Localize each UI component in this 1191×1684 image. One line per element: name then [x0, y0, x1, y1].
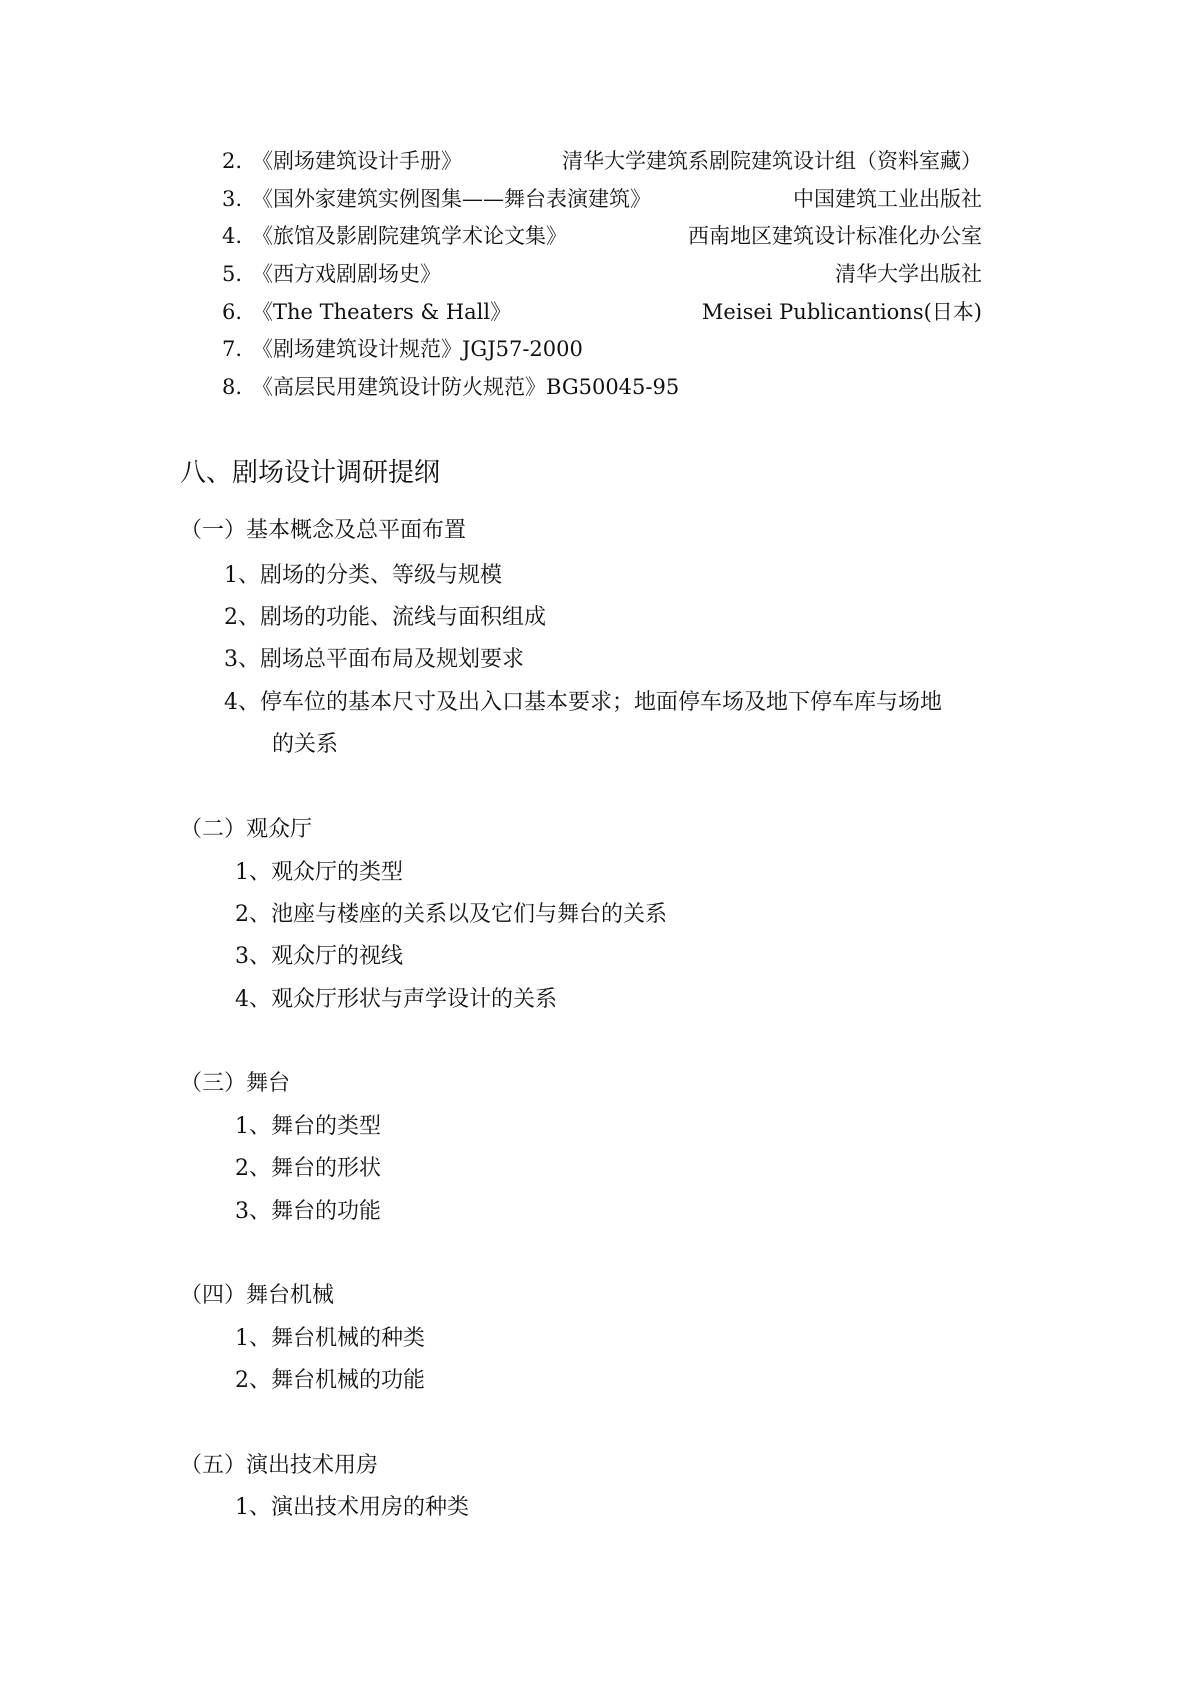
reference-code: JGJ57-2000 [462, 337, 583, 362]
reference-number: 2. [222, 149, 243, 173]
reference-list [222, 146, 982, 410]
subsection-heading: （四）舞台机械 [180, 1283, 335, 1308]
reference-title: 《剧场建筑设计规范》 [252, 337, 462, 362]
reference-title: 《国外家建筑实例图集——舞台表演建筑》 [252, 186, 651, 211]
outline-item: 3、观众厅的视线 [235, 944, 403, 969]
outline-item-continuation: 的关系 [272, 732, 339, 757]
subsection-heading: （一）基本概念及总平面布置 [180, 518, 467, 543]
reference-title: 《高层民用建筑设计防火规范》 [252, 375, 546, 400]
outline-item: 4、停车位的基本尺寸及出入口基本要求；地面停车场及地下停车库与场地 [224, 690, 942, 715]
outline-item: 1、舞台的类型 [235, 1114, 381, 1139]
subsection-heading: （五）演出技术用房 [180, 1453, 379, 1478]
subsection-heading: （三）舞台 [180, 1071, 291, 1096]
reference-title: 《剧场建筑设计手册》 [252, 149, 462, 173]
outline-item: 2、剧场的功能、流线与面积组成 [224, 605, 546, 630]
outline-item: 3、舞台的功能 [235, 1199, 381, 1224]
reference-publisher: Meisei Publicantions(日本) [701, 299, 982, 324]
reference-number: 7. [222, 337, 243, 362]
reference-title: 《The Theaters & Hall》 [252, 299, 512, 324]
outline-item: 1、剧场的分类、等级与规模 [224, 563, 502, 588]
reference-item [222, 334, 982, 372]
reference-title: 《旅馆及影剧院建筑学术论文集》 [252, 224, 567, 249]
reference-item [222, 372, 982, 410]
outline-item: 1、演出技术用房的种类 [235, 1495, 469, 1520]
outline-item: 4、观众厅形状与声学设计的关系 [235, 987, 557, 1012]
reference-item [222, 259, 982, 297]
outline-item: 2、舞台机械的功能 [235, 1368, 425, 1393]
reference-number: 4. [222, 224, 243, 249]
section-title: 八、剧场设计调研提纲 [180, 458, 441, 488]
reference-publisher: 清华大学出版社 [835, 262, 982, 287]
reference-title: 《西方戏剧剧场史》 [252, 262, 441, 287]
outline-item: 1、观众厅的类型 [235, 860, 403, 885]
reference-publisher: 清华大学建筑系剧院建筑设计组（资料室藏） [562, 149, 982, 173]
reference-number: 8. [222, 375, 243, 400]
reference-item [222, 184, 982, 222]
reference-number: 6. [222, 299, 243, 324]
reference-item [222, 221, 982, 259]
reference-publisher: 中国建筑工业出版社 [793, 186, 982, 211]
reference-item [222, 146, 982, 184]
reference-code: BG50045-95 [546, 375, 680, 400]
reference-item [222, 297, 982, 335]
outline-item: 3、剧场总平面布局及规划要求 [224, 647, 524, 672]
outline-item: 2、池座与楼座的关系以及它们与舞台的关系 [235, 902, 667, 927]
outline-item: 2、舞台的形状 [235, 1156, 381, 1181]
reference-number: 3. [222, 186, 243, 211]
outline-item: 1、舞台机械的种类 [235, 1326, 425, 1351]
subsection-heading: （二）观众厅 [180, 817, 313, 842]
reference-publisher: 西南地区建筑设计标准化办公室 [688, 224, 982, 249]
reference-number: 5. [222, 262, 243, 287]
